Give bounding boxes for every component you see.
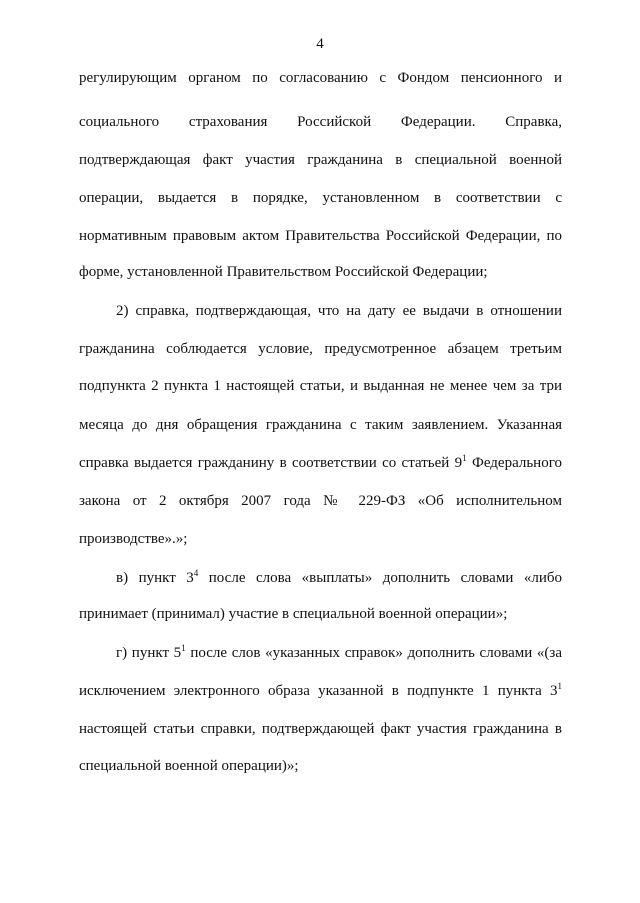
superscript-3: 1 [181,643,186,653]
text-line-5: нормативным правовым актом Правительства Российской Федерации, по [79,228,562,244]
text-line-13: производстве».»; [79,531,188,547]
text-line-11 [79,454,562,472]
text-line-15: принимает (принимал) участие в специальной военной операции»; [79,606,508,622]
text-line-11-part-a: справка выдается гражданину в соответствии со статьей 9 [79,455,463,471]
text-line-2: социального страхования Российской Федерации. Справка, [79,114,562,130]
text-line-19: специальной военной операции)»; [79,758,299,774]
superscript-1: 1 [462,453,467,463]
text-line-18: настоящей статьи справки, подтверждающей факт участия гражданина в [79,721,562,737]
text-line-4: операции, выдается в порядке, установленном в соответствии с [79,190,562,206]
text-line-6: форме, установленной Правительством Российской Федерации; [79,264,488,280]
text-line-10: месяца до дня обращения гражданина с таким заявлением. Указанная [79,417,562,433]
text-line-16 [116,644,562,662]
superscript-2: 4 [193,568,199,578]
page-number: 4 [316,36,324,52]
text-line-14-part-a: в) пункт 3 [116,570,194,586]
text-line-17-part-a: исключением электронного образа указанной в подпункте 1 пункта 3 [79,683,558,699]
text-line-3: подтверждающая факт участия гражданина в специальной военной [79,152,562,168]
text-line-12: закона от 2 октября 2007 года № 229-ФЗ «Об исполнительном [79,493,562,509]
text-line-16-part-a: г) пункт 5 [116,645,182,661]
text-line-11-part-b: Федерального [466,455,562,471]
superscript-4: 1 [557,681,562,691]
text-line-1: регулирующим органом по согласованию с Фондом пенсионного и [79,70,562,86]
text-line-17 [79,682,562,700]
text-line-9: подпункта 2 пункта 1 настоящей статьи, и выданная не менее чем за три [79,378,562,394]
text-line-14-part-b: после слова «выплаты» дополнить словами «либо [198,570,562,586]
text-line-8: гражданина соблюдается условие, предусмотренное абзацем третьим [79,341,562,357]
text-line-14 [116,569,562,587]
text-line-7: 2) справка, подтверждающая, что на дату ее выдачи в отношении [116,303,562,319]
text-line-16-part-b: после слов «указанных справок» дополнить словами «(за [185,645,562,661]
